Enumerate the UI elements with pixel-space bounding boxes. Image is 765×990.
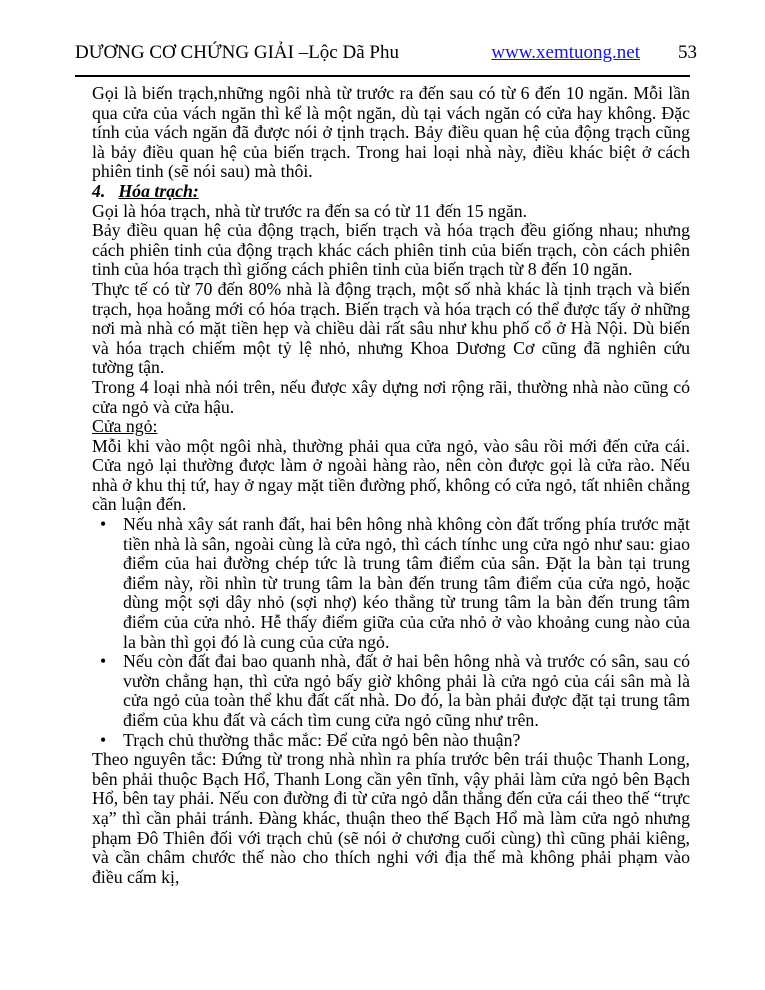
heading-cua-ngo (92, 417, 690, 437)
heading-label: Hóa trạch: (118, 180, 199, 201)
heading-label: Cửa ngỏ: (92, 416, 158, 437)
paragraph-goi-la-hoa-trach: Gọi là hóa trạch, nhà từ trước ra đến sa có từ 11 đến 15 ngăn. (92, 200, 528, 221)
heading-hoa-trach (92, 182, 690, 202)
list-item (92, 515, 690, 652)
paragraph-bay-dieu: Bảy điều quan hệ của động trạch, biến trạch và hóa trạch đều giống nhau; nhưng cách phiên tinh của động trạch khác cách phiên tinh của biến trạch, còn cách phiên tinh của hóa trạch thì giống cách phiên tinh của biến trạch từ 8 đến 10 ngăn. (92, 220, 690, 280)
bullet-list (92, 515, 690, 750)
header-right-group (491, 42, 697, 64)
list-item-text: Nếu nhà xây sát ranh đất, hai bên hông nhà không còn đất trống phía trước mặt tiền nhà là sân, ngoài cùng là cửa ngỏ, thì cách tínhc ung cửa ngỏ như sau: giao điểm của hai đường chép tức là trung tâm điểm của sân. Đặt la bàn tại trung điểm này, rồi nhìn từ trung tâm la bàn đến trung tâm điểm của cửa ngỏ, hoặc dùng một sợi dây nhỏ (sợi nhợ) kéo thẳng từ trung tâm la bàn đến trung tâm điểm của cửa nhỏ. Hễ thấy điểm giữa của cửa nhỏ ở vào khoảng cung nào của la bàn thì gọi đó là cung của cửa ngỏ. (123, 514, 690, 652)
paragraph-thuc-te: Thực tế có từ 70 đến 80% nhà là động trạch, một số nhà khác là tịnh trạch và biến trạch, họa hoằng mới có hóa trạch. Biến trạch và hóa trạch có thể được tấy ở những nơi mà nhà có mặt tiền hẹp và chiều dài rất sâu như khu phố cổ ở Hà Nội. Dù biến và hóa trạch chiếm một tỷ lệ nhỏ, nhưng Khoa Dương Cơ cũng đã nghiên cứu tường tận. (92, 278, 690, 378)
website-link[interactable]: www.xemtuong.net (491, 42, 640, 63)
bullet-icon: • (100, 729, 107, 750)
document-body (92, 84, 690, 887)
list-item (92, 652, 690, 730)
heading-number: 4. (92, 180, 106, 201)
paragraph-trong-4-loai: Trong 4 loại nhà nói trên, nếu được xây dựng nơi rộng rãi, thường nhà nào cũng có cửa ngỏ và cửa hậu. (92, 376, 690, 417)
list-item (92, 731, 690, 751)
bullet-icon: • (100, 514, 107, 535)
list-item-text: Trạch chủ thường thắc mắc: Để cửa ngỏ bên nào thuận? (123, 729, 521, 750)
paragraph-bien-trach: Gọi là biến trạch,những ngôi nhà từ trước ra đến sau có từ 6 đến 10 ngăn. Mỗi lần qua cửa của vách ngăn thì kể là một ngăn, dù tại vách ngăn có cửa hay không. Đặc tính của vách ngăn đã được nói ở tịnh trạch. Bảy điều quan hệ của động trạch cũng là bảy điều quan hệ của biến trạch. Trong hai loại nhà này, điều khác biệt ở cách phiên tinh (sẽ nói sau) mà thôi. (92, 83, 690, 182)
page-number: 53 (678, 42, 697, 63)
paragraph-moi-khi: Mỗi khi vào một ngôi nhà, thường phải qua cửa ngỏ, vào sâu rồi mới đến cửa cái. Cửa ngỏ lại thường được làm ở ngoài hàng rào, nên còn được gọi là cửa rào. Nếu nhà ở khu thị tứ, hay ở ngay mặt tiền đường phố, không có cửa ngỏ, tất nhiên chẳng cần luận đến. (92, 435, 690, 515)
header-divider (75, 75, 690, 77)
list-item-text: Nếu còn đất đai bao quanh nhà, đất ở hai bên hông nhà và trước có sân, sau có vườn chẳng hạn, thì cửa ngỏ bấy giờ không phải là cửa ngỏ của cái sân mà là cửa ngỏ của toàn thể khu đất cất nhà. Do đó, la bàn phải được đặt tại trung tâm điểm của khu đất và cách tìm cung cửa ngỏ cũng như trên. (123, 651, 690, 730)
paragraph-theo-nguyen-tac: Theo nguyên tắc: Đứng từ trong nhà nhìn ra phía trước bên trái thuộc Thanh Long, bên phải thuộc Bạch Hổ, Thanh Long cần yên tĩnh, vậy phải làm cửa ngỏ bên Bạch Hổ, bên tay phải. Nếu con đường đi từ cửa ngỏ dẫn thẳng đến cửa cái theo thế “trực xạ” thì cần phải tránh. Đàng khác, thuận theo thế Bạch Hổ mà làm cửa ngỏ nhưng phạm Đô Thiên đối với trạch chủ (sẽ nói ở chương cuối cùng) thì cũng phải kiêng, và cần châm chước thế nào cho thích nghi với địa thế mà không phải phạm vào điều cấm kị, (92, 749, 690, 887)
document-title: DƯƠNG CƠ CHỨNG GIẢI –Lộc Dã Phu (75, 42, 399, 63)
page-header (75, 42, 697, 64)
bullet-icon: • (100, 651, 107, 672)
